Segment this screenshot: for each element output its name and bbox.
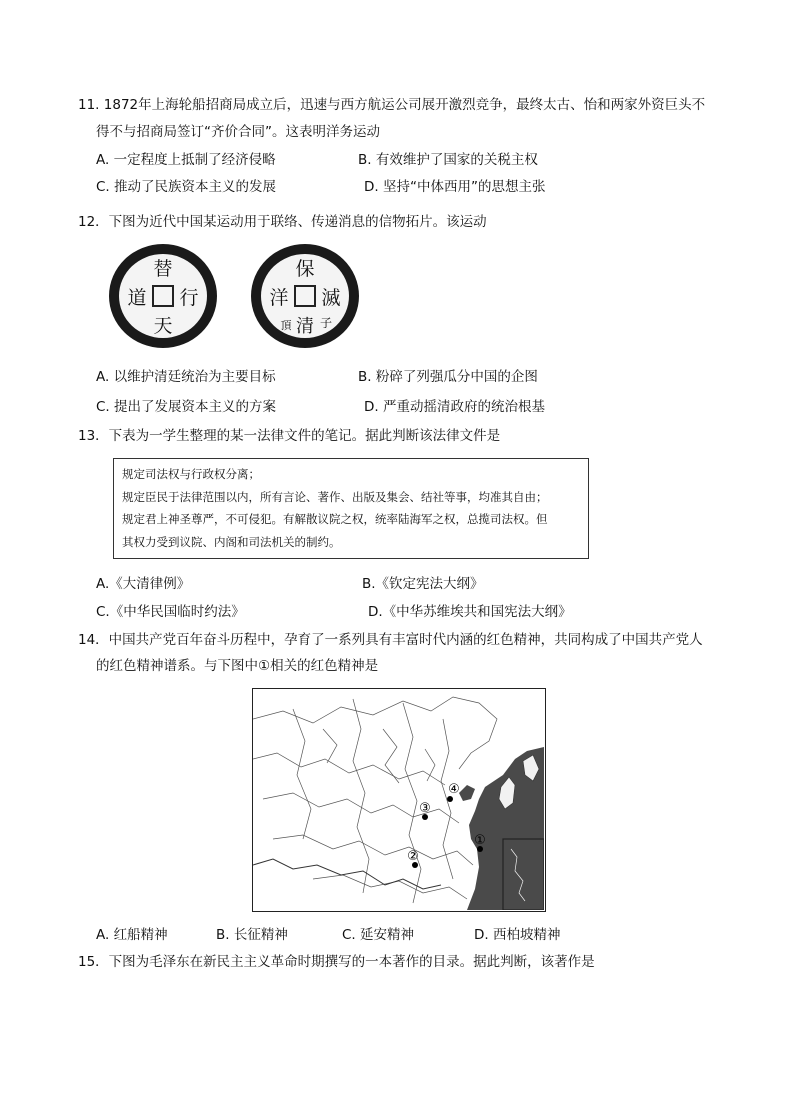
coin2-char-left: 洋 — [269, 287, 289, 309]
coin2-char-bottom-left: 頂 — [280, 319, 292, 332]
map-marker-4-label: ④ — [448, 782, 460, 797]
q14-option-b: B. 长征精神 — [216, 927, 288, 943]
q14-option-a: A. 红船精神 — [96, 927, 168, 943]
q12-option-b: B. 粉碎了列强瓜分中国的企图 — [358, 369, 538, 385]
q13-option-c: C.《中华民国临时约法》 — [96, 604, 245, 620]
coin2-char-right: 滅 — [321, 287, 341, 309]
coin-rubbing-1 — [108, 243, 218, 349]
coin-rubbing-2 — [250, 243, 360, 349]
q14-option-d: D. 西柏坡精神 — [474, 927, 561, 943]
q12-stem: 12．下图为近代中国某运动用于联络、传递消息的信物拓片。该运动 — [78, 214, 487, 230]
q13-note-line-3: 规定君上神圣尊严，不可侵犯。有解散议院之权，统率陆海军之权，总揽司法权。但 — [122, 512, 548, 526]
q13-note-line-1: 规定司法权与行政权分离； — [122, 467, 260, 481]
q11-option-d: D. 坚持“中体西用”的思想主张 — [364, 179, 546, 195]
q13-note-table — [113, 458, 589, 559]
coin1-char-right: 行 — [179, 287, 199, 309]
q13-stem: 13．下表为一学生整理的某一法律文件的笔记。据此判断该法律文件是 — [78, 428, 501, 444]
china-map — [252, 688, 546, 912]
map-marker-3-label: ③ — [419, 801, 431, 816]
q12-option-c: C. 提出了发展资本主义的方案 — [96, 399, 277, 415]
q11-option-a: A. 一定程度上抵制了经济侵略 — [96, 152, 276, 168]
coin1-char-top: 替 — [153, 258, 173, 280]
map-marker-1-label: ① — [474, 833, 486, 848]
coin1-char-bottom: 天 — [153, 315, 173, 337]
q14-stem-line1: 14．中国共产党百年奋斗历程中，孕育了一系列具有丰富时代内涵的红色精神，共同构成了中国共产党人 — [78, 632, 703, 648]
q11-stem-line2: 得不与招商局签订“齐价合同”。这表明洋务运动 — [96, 124, 380, 140]
q11-stem-line1: 11. 1872年上海轮船招商局成立后，迅速与西方航运公司展开激烈竞争，最终太古、怡和两家外资巨头不 — [78, 97, 706, 113]
q13-option-a: A.《大清律例》 — [96, 576, 191, 592]
q14-option-c: C. 延安精神 — [342, 927, 415, 943]
coin2-char-top: 保 — [295, 258, 315, 280]
q15-stem: 15．下图为毛泽东在新民主主义革命时期撰写的一本著作的目录。据此判断，该著作是 — [78, 954, 595, 970]
q14-stem-line2: 的红色精神谱系。与下图中①相关的红色精神是 — [96, 658, 379, 674]
q12-option-d: D. 严重动摇清政府的统治根基 — [364, 399, 545, 415]
q13-note-line-2: 规定臣民于法律范围以内，所有言论、著作、出版及集会、结社等事，均准其自由； — [122, 489, 548, 504]
map-marker-2-label: ② — [407, 849, 419, 864]
q13-option-d: D.《中华苏维埃共和国宪法大纲》 — [368, 604, 572, 620]
coin1-char-left: 道 — [127, 287, 147, 309]
q11-option-b: B. 有效维护了国家的关税主权 — [358, 152, 538, 168]
q12-option-a: A. 以维护清廷统治为主要目标 — [96, 369, 276, 385]
coin2-char-bottom: 清 — [296, 316, 314, 337]
q11-option-c: C. 推动了民族资本主义的发展 — [96, 179, 277, 195]
q13-note-line-4: 其权力受到议院、内阁和司法机关的制约。 — [122, 534, 341, 549]
q13-option-b: B.《钦定宪法大纲》 — [362, 576, 484, 592]
coin2-char-bottom-right: 子 — [319, 316, 333, 330]
